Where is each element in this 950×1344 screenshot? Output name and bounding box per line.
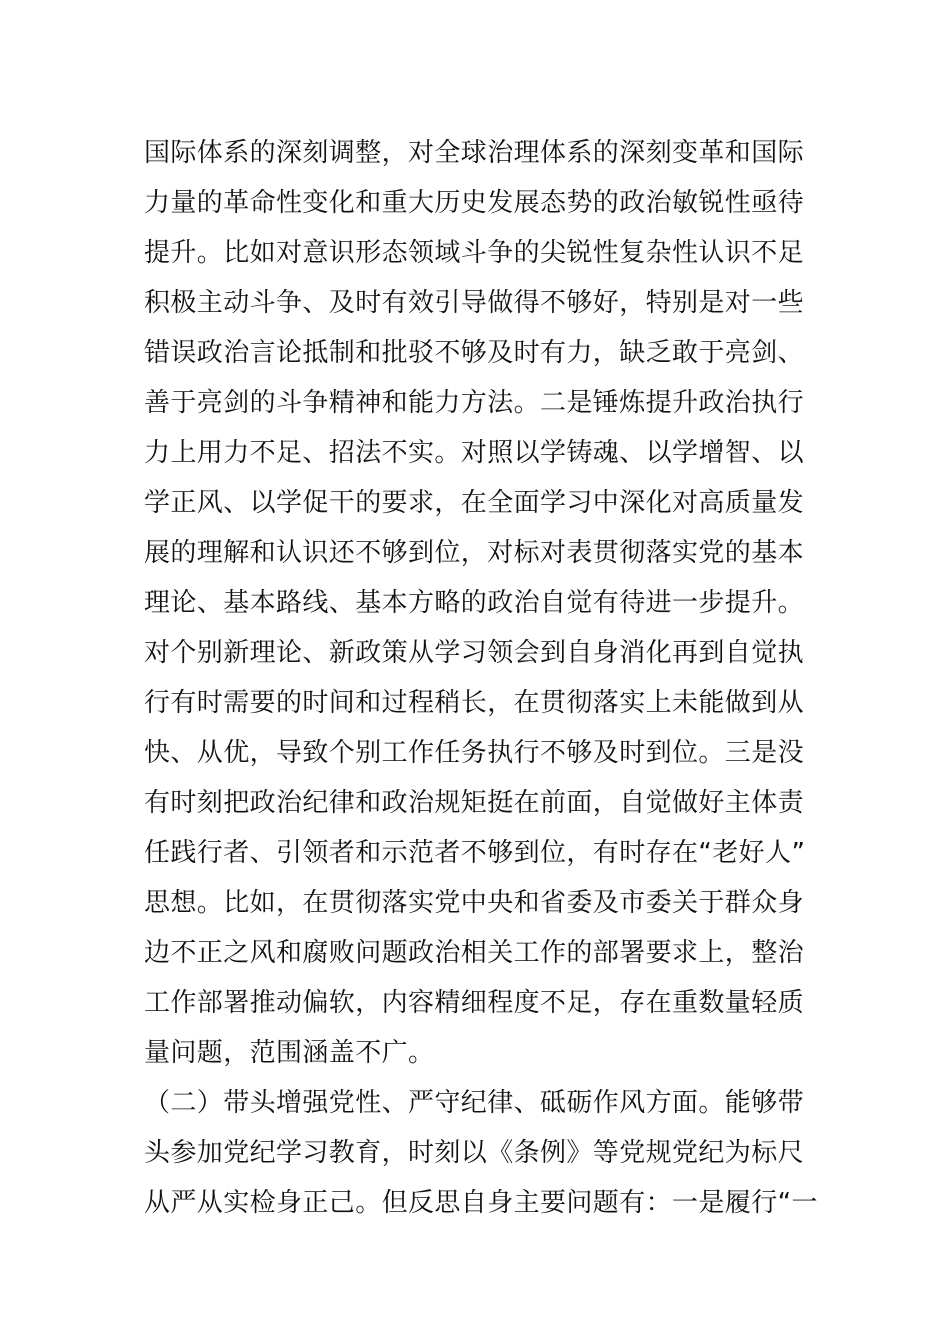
text-line: 思想。比如，在贯彻落实党中央和省委及市委关于群众身 (144, 888, 805, 918)
text-line: 有时刻把政治纪律和政治规矩挺在前面，自觉做好主体责 (144, 788, 805, 818)
text-line: 行有时需要的时间和过程稍长，在贯彻落实上未能做到从 (144, 688, 805, 718)
text-line: 展的理解和认识还不够到位，对标对表贯彻落实党的基本 (144, 538, 805, 568)
text-line: 错误政治言论抵制和批驳不够及时有力，缺乏敢于亮剑、 (144, 338, 805, 368)
text-line: 从严从实检身正己。但反思自身主要问题有：一是履行“一 (144, 1188, 818, 1218)
text-line: 学正风、以学促干的要求，在全面学习中深化对高质量发 (144, 488, 805, 518)
text-line: 积极主动斗争、及时有效引导做得不够好，特别是对一些 (144, 288, 805, 318)
text-line: 力上用力不足、招法不实。对照以学铸魂、以学增智、以 (144, 438, 805, 468)
text-line: 量问题，范围涵盖不广。 (144, 1038, 435, 1068)
text-line: 提升。比如对意识形态领域斗争的尖锐性复杂性认识不足 (144, 238, 805, 268)
text-line: 工作部署推动偏软，内容精细程度不足，存在重数量轻质 (144, 988, 805, 1018)
section-heading-line: （二）带头增强党性、严守纪律、砥砺作风方面。能够带 (144, 1088, 805, 1118)
text-line: 国际体系的深刻调整，对全球治理体系的深刻变革和国际 (144, 138, 805, 168)
text-line: 任践行者、引领者和示范者不够到位，有时存在“老好人” (144, 838, 806, 868)
text-line: 善于亮剑的斗争精神和能力方法。二是锤炼提升政治执行 (144, 388, 805, 418)
text-line: 对个别新理论、新政策从学习领会到自身消化再到自觉执 (144, 638, 805, 668)
body-text (144, 128, 824, 1228)
text-line: 力量的革命性变化和重大历史发展态势的政治敏锐性亟待 (144, 188, 805, 218)
text-line: 边不正之风和腐败问题政治相关工作的部署要求上，整治 (144, 938, 805, 968)
text-line: 快、从优，导致个别工作任务执行不够及时到位。三是没 (144, 738, 805, 768)
text-line: 理论、基本路线、基本方略的政治自觉有待进一步提升。 (144, 588, 805, 618)
text-line: 头参加党纪学习教育，时刻以《条例》等党规党纪为标尺 (144, 1138, 805, 1168)
